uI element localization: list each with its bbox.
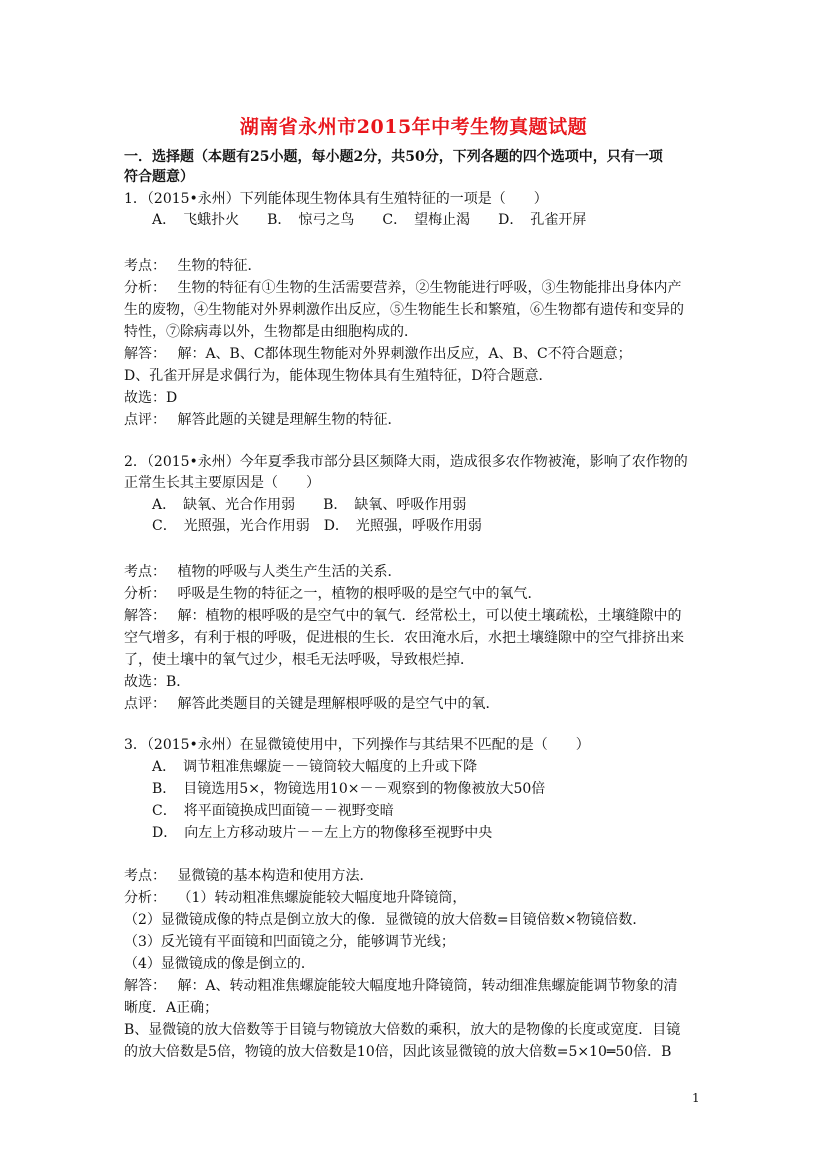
question-3-option-d: D． 向左上方移动玻片－－左上方的物像移至视野中央 [124, 825, 493, 841]
analysis-line: 考点： 显微镜的基本构造和使用方法． [124, 868, 374, 884]
page-title: 湖南省永州市2015年中考生物真题试题 [239, 116, 588, 138]
answer-line: 故选：D [124, 390, 178, 406]
analysis-line: 特性，⑦除病毒以外，生物都是由细胞构成的． [124, 324, 418, 340]
analysis-line: 晰度．A正确； [124, 1000, 219, 1016]
analysis-line: （3）反光镜有平面镜和凹面镜之分，能够调节光线； [124, 934, 455, 950]
page-number: 1 [692, 1091, 700, 1105]
analysis-line: 分析： 呼吸是生物的特征之一，植物的根呼吸的是空气中的氧气． [124, 586, 542, 602]
analysis-line: B、显微镜的放大倍数等于目镜与物镜放大倍数的乘积，放大的是物像的长度或宽度．目镜 [124, 1022, 681, 1038]
question-2-options: C． 光照强，光合作用弱 D． 光照强，呼吸作用弱 [124, 518, 482, 534]
analysis-line: （2）显微镜成像的特点是倒立放大的像．显微镜的放大倍数=目镜倍数×物镜倍数． [124, 912, 647, 928]
question-3-option-c: C． 将平面镜换成凹面镜－－视野变暗 [124, 803, 394, 819]
question-3-option-b: B． 目镜选用5×，物镜选用10×－－观察到的物像被放大50倍 [124, 781, 546, 797]
analysis-line: 考点： 植物的呼吸与人类生产生活的关系． [124, 564, 402, 580]
analysis-line: 解答： 解：植物的根呼吸的是空气中的氧气．经常松土，可以使土壤疏松，土壤缝隙中的 [124, 608, 682, 624]
analysis-line: 空气增多，有利于根的呼吸，促进根的生长．农田淹水后，水把土壤缝隙中的空气排挤出来 [124, 630, 684, 646]
analysis-line: （4）显微镜成的像是倒立的． [124, 956, 315, 972]
analysis-line: 解答： 解：A、B、C都体现生物能对外界刺激作出反应，A、B、C不符合题意； [124, 346, 632, 362]
analysis-line: 解答： 解：A、转动粗准焦螺旋能较大幅度地升降镜筒，转动细准焦螺旋能调节物象的清 [124, 978, 678, 994]
answer-line: 故选：B． [124, 674, 191, 690]
analysis-line: 分析： （1）转动粗准焦螺旋能较大幅度地升降镜筒， [124, 890, 467, 906]
analysis-line: D、孔雀开屏是求偶行为，能体现生物体具有生殖特征，D符合题意． [124, 368, 553, 384]
analysis-line: 分析： 生物的特征有①生物的生活需要营养，②生物能进行呼吸，③生物能排出身体内产 [124, 280, 682, 296]
comment-line: 点评： 解答此题的关键是理解生物的特征． [124, 412, 402, 428]
section-heading-line-1: 一．选择题（本题有25小题，每小题2分，共50分，下列各题的四个选项中，只有一项 [124, 149, 663, 165]
analysis-line: 生的废物，④生物能对外界刺激作出反应，⑤生物能生长和繁殖，⑥生物都有遗传和变异的 [124, 302, 684, 318]
question-2-stem: 正常生长其主要原因是（ ） [124, 475, 320, 491]
question-2-stem: 2．（2015•永州）今年夏季我市部分县区频降大雨，造成很多农作物被淹，影响了农作物的 [124, 454, 688, 470]
question-3-stem: 3．（2015•永州）在显微镜使用中，下列操作与其结果不匹配的是（ ） [124, 737, 590, 753]
analysis-line: 的放大倍数是5倍，物镜的放大倍数是10倍，因此该显微镜的放大倍数=5×10═50倍．B [124, 1044, 672, 1060]
question-3-option-a: A． 调节粗准焦螺旋－－镜筒较大幅度的上升或下降 [124, 759, 478, 775]
analysis-line: 了，使土壤中的氧气过少，根毛无法呼吸，导致根烂掉． [124, 652, 474, 668]
question-1-options: A． 飞蛾扑火 B． 惊弓之鸟 C． 望梅止渴 D． 孔雀开屏 [124, 212, 587, 228]
comment-line: 点评： 解答此类题目的关键是理解根呼吸的是空气中的氧． [124, 696, 500, 712]
section-heading-line-2: 符合题意） [124, 169, 194, 185]
question-1-stem: 1．（2015•永州）下列能体现生物体具有生殖特征的一项是（ ） [124, 191, 548, 207]
analysis-line: 考点： 生物的特征． [124, 258, 262, 274]
question-2-options: A． 缺氧、光合作用弱 B． 缺氧、呼吸作用弱 [124, 497, 467, 513]
